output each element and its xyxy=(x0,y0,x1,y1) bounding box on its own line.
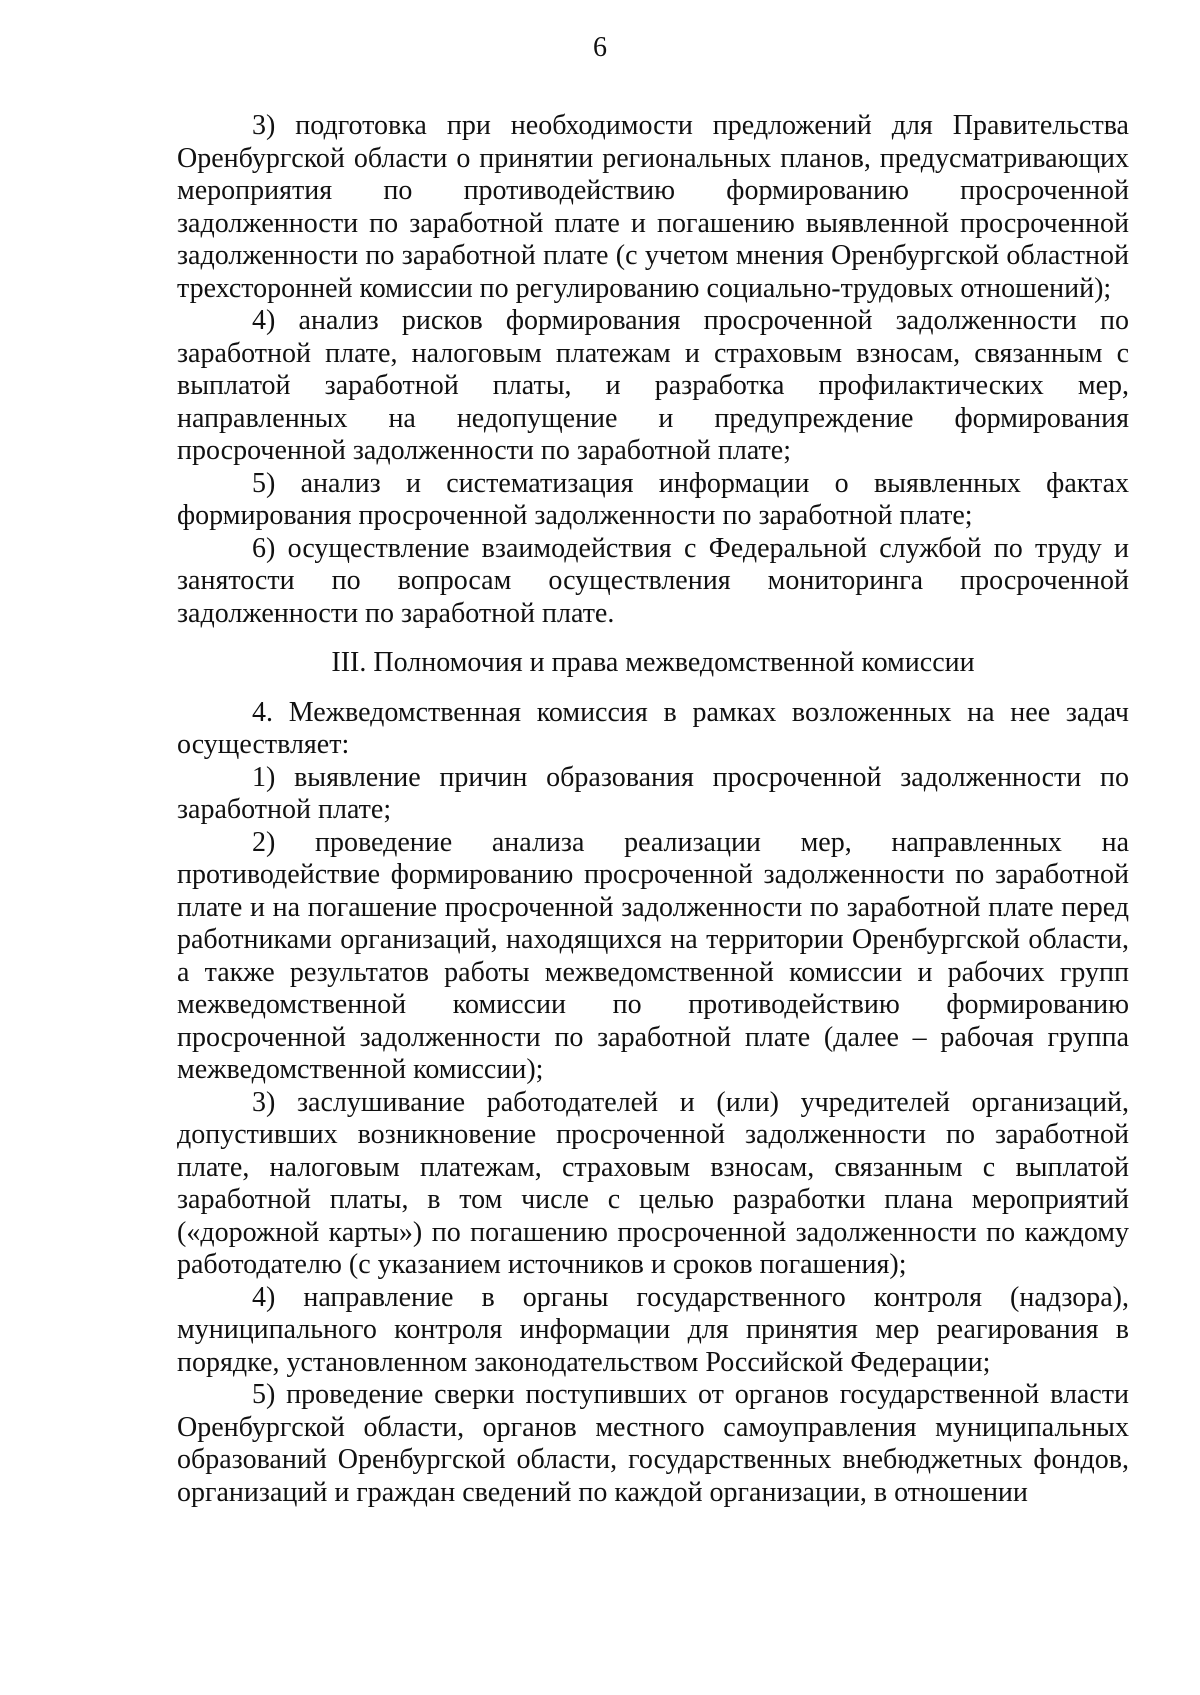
paragraph-subitem-2: 2) проведение анализа реализации мер, направленных на противодействие формированию просроченной задолженности по заработной плате и на погашение просроченной задолженности по заработной плате перед работниками организаций, находящихся на территории Оренбургской области, а также результатов работы межведомственной комиссии и рабочих групп межведомственной комиссии по противодействию формированию просроченной задолженности по заработной плате (далее – рабочая группа межведомственной комиссии); xyxy=(177,826,1129,1085)
paragraph-subitem-5: 5) проведение сверки поступивших от органов государственной власти Оренбургской области, органов местного самоуправления муниципальных образований Оренбургской области, государственных внебюджетных фондов, организаций и граждан сведений по каждой организации, в отношении xyxy=(177,1379,1129,1508)
document-body xyxy=(177,110,1129,1509)
paragraph-subitem-3: 3) заслушивание работодателей и (или) учредителей организаций, допустивших возникновение просроченной задолженности по заработной плате, налоговым платежам, страховым взносам, связанным с выплатой заработной платы, в том числе с целью разработки плана мероприятий («дорожной карты») по погашению просроченной задолженности по каждому работодателю (с указанием источников и сроков погашения); xyxy=(177,1086,1129,1280)
page-number: 6 xyxy=(593,32,607,63)
paragraph-clause-4: 4. Межведомственная комиссия в рамках возложенных на нее задач осуществляет: xyxy=(177,696,1129,760)
paragraph-item-5: 5) анализ и систематизация информации о выявленных фактах формирования просроченной задолженности по заработной плате; xyxy=(177,467,1129,531)
section-heading: III. Полномочия и права межведомственной комиссии xyxy=(331,647,975,678)
paragraph-subitem-4: 4) направление в органы государственного контроля (надзора), муниципального контроля информации для принятия мер реагирования в порядке, установленном законодательством Российской Федерации; xyxy=(177,1281,1129,1378)
paragraph-item-4: 4) анализ рисков формирования просроченной задолженности по заработной плате, налоговым платежам и страховым взносам, связанным с выплатой заработной платы, и разработка профилактических мер, направленных на недопущение и предупреждение формирования просроченной задолженности по заработной плате; xyxy=(177,305,1129,466)
paragraph-item-6: 6) осуществление взаимодействия с Федеральной службой по труду и занятости по вопросам осуществления мониторинга просроченной задолженности по заработной плате. xyxy=(177,532,1129,629)
paragraph-item-3: 3) подготовка при необходимости предложений для Правительства Оренбургской области о принятии региональных планов, предусматривающих мероприятия по противодействию формированию просроченной задолженности по заработной плате и погашению выявленной просроченной задолженности по заработной плате (с учетом мнения Оренбургской областной трехсторонней комиссии по регулированию социально-трудовых отношений); xyxy=(177,110,1129,304)
paragraph-subitem-1: 1) выявление причин образования просроченной задолженности по заработной плате; xyxy=(177,761,1129,825)
